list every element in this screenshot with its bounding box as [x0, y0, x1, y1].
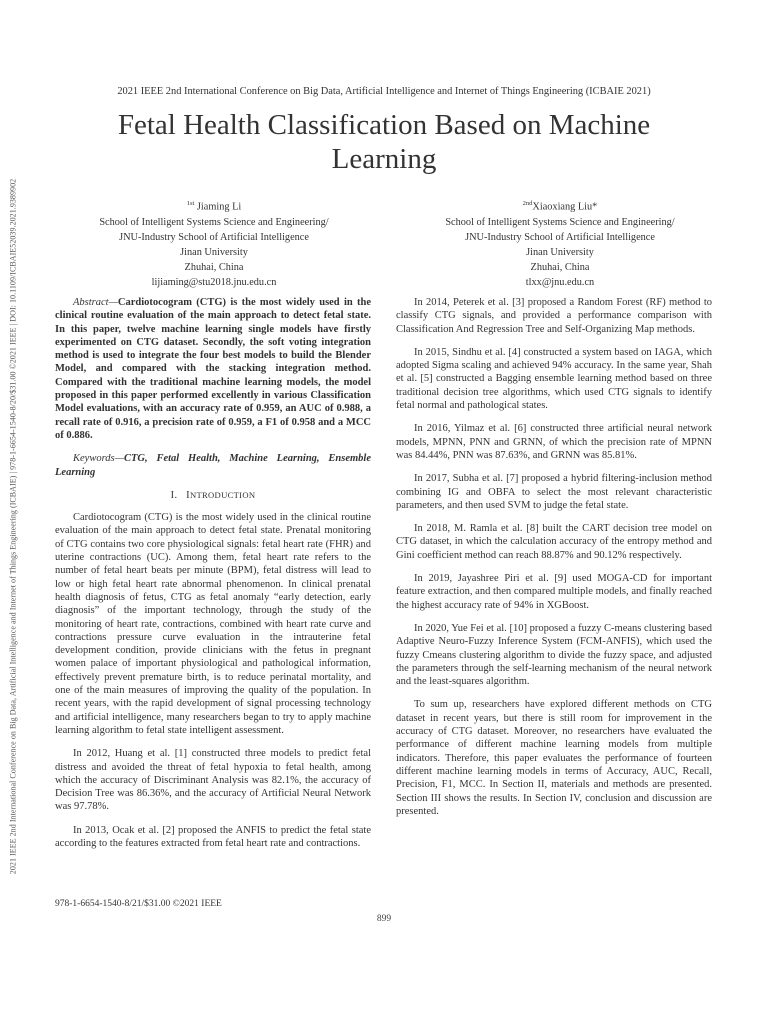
- body-paragraph: In 2019, Jayashree Piri et al. [9] used MOGA-CD for important feature extraction, and then compared multiple models, and finally reached the highest accuracy rate of 94% in XGBoost.: [396, 573, 712, 611]
- body-paragraph: In 2015, Sindhu et al. [4] constructed a system based on IAGA, which adopted Sigma scaling and achieved 94% accuracy. In the same year, Shah et al. [5] constructed a Bagging ensemble learning method based on three traditional decision tree algorithms, which used CTG signals to identify fetal normal and pathological states.: [396, 346, 712, 412]
- author-university: Jinan University: [526, 247, 594, 259]
- keywords: Keywords—CTG, Fetal Health, Machine Learning, Ensemble Learning: [55, 453, 371, 478]
- author-name: $^{1st}$ Jiaming Li: [186, 200, 242, 213]
- author-location: Zhuhai, China: [184, 262, 244, 274]
- body-paragraph: In 2017, Subha et al. [7] proposed a hybrid filtering-inclusion method combining IG and OBFA to select the most relevant characteristic parameters, and then used SVM to judge the fetal state.: [396, 473, 712, 511]
- author-location: Zhuhai, China: [530, 262, 590, 274]
- abstract: Abstract—Cardiotocogram (CTG) is the most widely used in the clinical routine evaluation of the main approach to detect fetal state. In this paper, twelve machine learning single models have firstly experimented on CTG dataset. Secondly, the soft voting integration method is used to integrate the four best models to build the Blender Model, and compared with the stacking integration method. Compared with the traditional machine learning models, the model proposed in this paper performed excellently in various Classification Model evaluations, with an accuracy rate of 0.959, an AUC of 0.988, a recall rate of 0.916, a precision rate of 0.959, a F1 of 0.958 and a MCC of 0.886.: [55, 297, 371, 441]
- body-paragraph: Cardiotocogram (CTG) is the most widely used in the clinical routine evaluation of the main approach to detect fetal state. Prenatal monitoring of CTG contains two core physiological signals: fetal heart rate (FHR) and uterine contractions (UC). Among them, fetal heart rate refers to the number of fetal heart beats per minute (BPM), fetal distress will lead to low or high fetal heart rate abnormal phenomenon. In clinical prenatal health diagnosis of fetus, CTG as fetal anomaly “early detection, early diagnosis” of the important technology, through the study of the monitoring of heart rate, contractions, combined with heart rate curve and contractions pressure curve evaluation in the intrauterine fetal development condition, provide clinicians with the fetus in pregnant women palace of important physiological and pathological information, effectively prevent premature birth, is to reduce perinatal mortality, and one of the main measures of improving the quality of the population. In recent years, with the rapid development of signal processing technology and artificial intelligence, many researchers began to try to apply machine learning algorithm to fetal state intelligent assessment.: [55, 512, 371, 736]
- body-paragraph: In 2012, Huang et al. [1] constructed three models to predict fetal distress and avoided the threat of fetal hypoxia to fetal health, among which the accuracy of Discriminant Analysis was 82.1%, the accuracy of Decision Tree was 86.36%, and the accuracy of Artificial Neural Network was 97.78%.: [55, 748, 371, 813]
- section-heading-introduction: I. INTRODUCTION: [170, 489, 256, 501]
- author-ordinal: 1st: [186, 200, 195, 207]
- author-university: Jinan University: [180, 247, 248, 259]
- conference-header: 2021 IEEE 2nd International Conference on Big Data, Artificial Intelligence and Internet of Things Engineering (ICBAIE 2021): [117, 86, 651, 97]
- author-affiliation: School of Intelligent Systems Science and Engineering/: [99, 216, 329, 228]
- right-column: [396, 296, 712, 828]
- body-paragraph: In 2013, Ocak et al. [2] proposed the ANFIS to predict the fetal state according to the features extracted from fetal heart rate and contractions.: [55, 824, 371, 849]
- author-ordinal: 2nd: [522, 200, 533, 207]
- side-doi-banner: 2021 IEEE 2nd International Conference on Big Data, Artificial Intelligence and Internet of Things Engineering (ICBAIE) | 978-1-6654-1540-8/20/$31.00 ©2021 IEEE | DOI: 10.1109/ICBAIE52039.2021.9389902: [8, 178, 18, 875]
- author-affiliation: School of Intelligent Systems Science and Engineering/: [445, 216, 675, 228]
- author-block-1: [49, 196, 379, 291]
- author-block-2: [395, 196, 725, 291]
- author-email: tlxx@jnu.edu.cn: [525, 277, 595, 289]
- author-affiliation: JNU-Industry School of Artificial Intelligence: [119, 231, 309, 243]
- copyright-footer: 978-1-6654-1540-8/21/$31.00 ©2021 IEEE: [55, 899, 222, 909]
- body-paragraph: In 2016, Yilmaz et al. [6] constructed three artificial neural network models, MPNN, PNN and GRNN, of which the precision rate of MPNN was 84.44%, PNN was 87.63%, and GRNN was 85.81%.: [396, 423, 712, 461]
- author-email: lijiaming@stu2018.jnu.edu.cn: [151, 277, 277, 289]
- body-paragraph: In 2014, Peterek et al. [3] proposed a Random Forest (RF) method to classify CTG signals, and provided a performance comparison with Classification And Regression Tree and Self-Organizing Map methods.: [396, 297, 712, 335]
- body-paragraph: To sum up, researchers have explored different methods on CTG dataset in recent years, but there is still room for improvement in the accuracy of CTG dataset. Moreover, no researchers have evaluated the performance of different machine learning models from multiple indicators. Therefore, this paper evaluates the performance of fourteen different machine learning models in terms of Accuracy, AUC, Recall, Precision, F1, MCC. In Section II, materials and methods are presented. Section III shows the results. In Section IV, conclusion and discussion are presented.: [396, 699, 712, 817]
- page-number: 899: [376, 914, 392, 924]
- author-name: $^{2nd}$Xiaoxiang Liu*: [522, 200, 598, 213]
- body-paragraph: In 2018, M. Ramla et al. [8] built the CART decision tree model on CTG dataset, in which the calculation accuracy of the entropy method and Gini coefficient method can reach 88.87% and 90.12% respectively.: [396, 523, 712, 561]
- left-column: [55, 296, 371, 860]
- paper-title: Fetal Health Classification Based on Machine Learning: [117, 109, 651, 175]
- author-affiliation: JNU-Industry School of Artificial Intelligence: [465, 231, 655, 243]
- body-paragraph: In 2020, Yue Fei et al. [10] proposed a fuzzy C-means clustering based Adaptive Neuro-Fuzzy Inference System (FCM-ANFIS), which used the fuzzy Cmeans clustering algorithm to divide the fuzzy space, and adjusted the parameters through the self-learning mechanism of the neural network and the least-squares algorithm.: [396, 622, 712, 688]
